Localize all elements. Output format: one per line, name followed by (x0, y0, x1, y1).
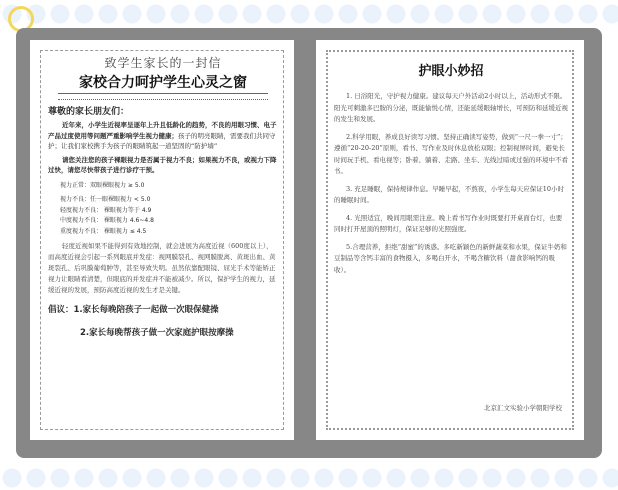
intro-paragraph (48, 120, 278, 152)
tips-page (316, 40, 584, 440)
tip-item: 2.科学用眼，养成良好读写习惯。坚持正确读写姿势，做到“一尺一拳一寸”；遵循“20-20-20”原则，看书、写作业及时休息放松双眼；控制视屏时间，避免长时间玩手机、看电视等；卧着、躺着、走路、坐车、光线过暗或过强的环境中不看书。 (334, 132, 568, 175)
intro-bold-text: 近年来，小学生近视率呈逐年上升且低龄化的趋势，不良的用眼习惯、电子产品过度使用等问题严重影响学生视力健康； (48, 121, 277, 140)
tip-item: 3. 充足睡眠，保持规律作息。早睡早起，不熬夜，小学生每天应保证10小时的睡眠时间。 (334, 184, 565, 204)
proposal-2: 2.家长每晚帮孩子做一次家庭护眼按摩操 (80, 328, 234, 338)
letter-page (30, 40, 294, 440)
vision-level-list (60, 181, 278, 238)
school-signature: 北京汇文实验小学朝阳学校 (484, 404, 562, 412)
tips-title: 护眼小妙招 (418, 64, 484, 79)
vision-level-item: 轻度视力不良： 裸眼视力等于 4.9 (60, 206, 152, 214)
letter-banner: 致学生家长的一封信 (104, 56, 222, 70)
scallop-border-top (0, 4, 618, 24)
tip-item: 4. 光照适宜，晚间用眼需注意。晚上看书写作业时既要打开桌面台灯，也要同时打开屋顶的照明灯，保证足够的光照强度。 (334, 213, 563, 233)
vision-level-item: 视力正常：双眼裸眼视力 ≥ 5.0 (60, 181, 145, 189)
check-note: 请您关注您的孩子裸眼视力是否属于视力不良；如果视力不良，或视力下降过快，请您尽快带孩子进行诊疗干预。 (48, 155, 277, 174)
intro-rest-text: 孩子的明亮眼睛，需要我们共同守护；让我们家校携手为孩子的眼睛筑起一道坚固的“防护墙” (48, 131, 276, 150)
proposal-1: 倡议：1.家长每晚陪孩子一起做一次眼保健操 (48, 305, 219, 315)
tip-item: 5.合理营养，拒绝“甜蜜”的诱惑。多吃新颖色的新鲜蔬菜和水果，保证牛奶和豆制品等含钙丰富的食物摄入，多喝白开水，不喝含糖饮料（甜食影响钙的吸收）。 (334, 242, 567, 274)
vision-level-item: 视力不良：任一眼裸眼视力 < 5.0 (60, 196, 151, 203)
letter-greeting: 尊敬的家长朋友们： (48, 107, 130, 117)
title-ornament (58, 93, 268, 100)
tips-content (334, 54, 568, 426)
myopia-paragraph: 轻度近视如果不能得到有效地控制，就会进展为高度近视（600度以上），而高度近视会引起一系列眼底并发症：视网膜裂孔、视网膜脱离、黄斑出血、黄斑裂孔、后巩膜葡萄肿等，甚至导致失明。虽然依靠配眼镜、屈光手术等能矫正视力让眼睛看清楚，但眼底的并发症并不能被减少。所以，保护学生的视力，延缓近视的发展，预防高度近视的发生才是关键。 (48, 242, 276, 294)
letter-content (48, 54, 278, 426)
letter-title: 家校合力呵护学生心灵之窗 (79, 75, 247, 91)
tip-item: 1. 日浴阳光，守护视力健康。建议每天户外活动2小时以上，活动形式不限。阳光可刺激多巴胺的分泌，既能愉悦心情，还能延缓眼轴增长，可预防和延缓近视的发生和发展。 (334, 92, 568, 123)
scallop-border-bottom (0, 468, 618, 488)
vision-level-item: 中度视力不良： 裸眼视力 4.6~4.8 (60, 217, 154, 224)
vision-level-item: 重度视力不良： 裸眼视力 ≤ 4.5 (60, 227, 147, 235)
